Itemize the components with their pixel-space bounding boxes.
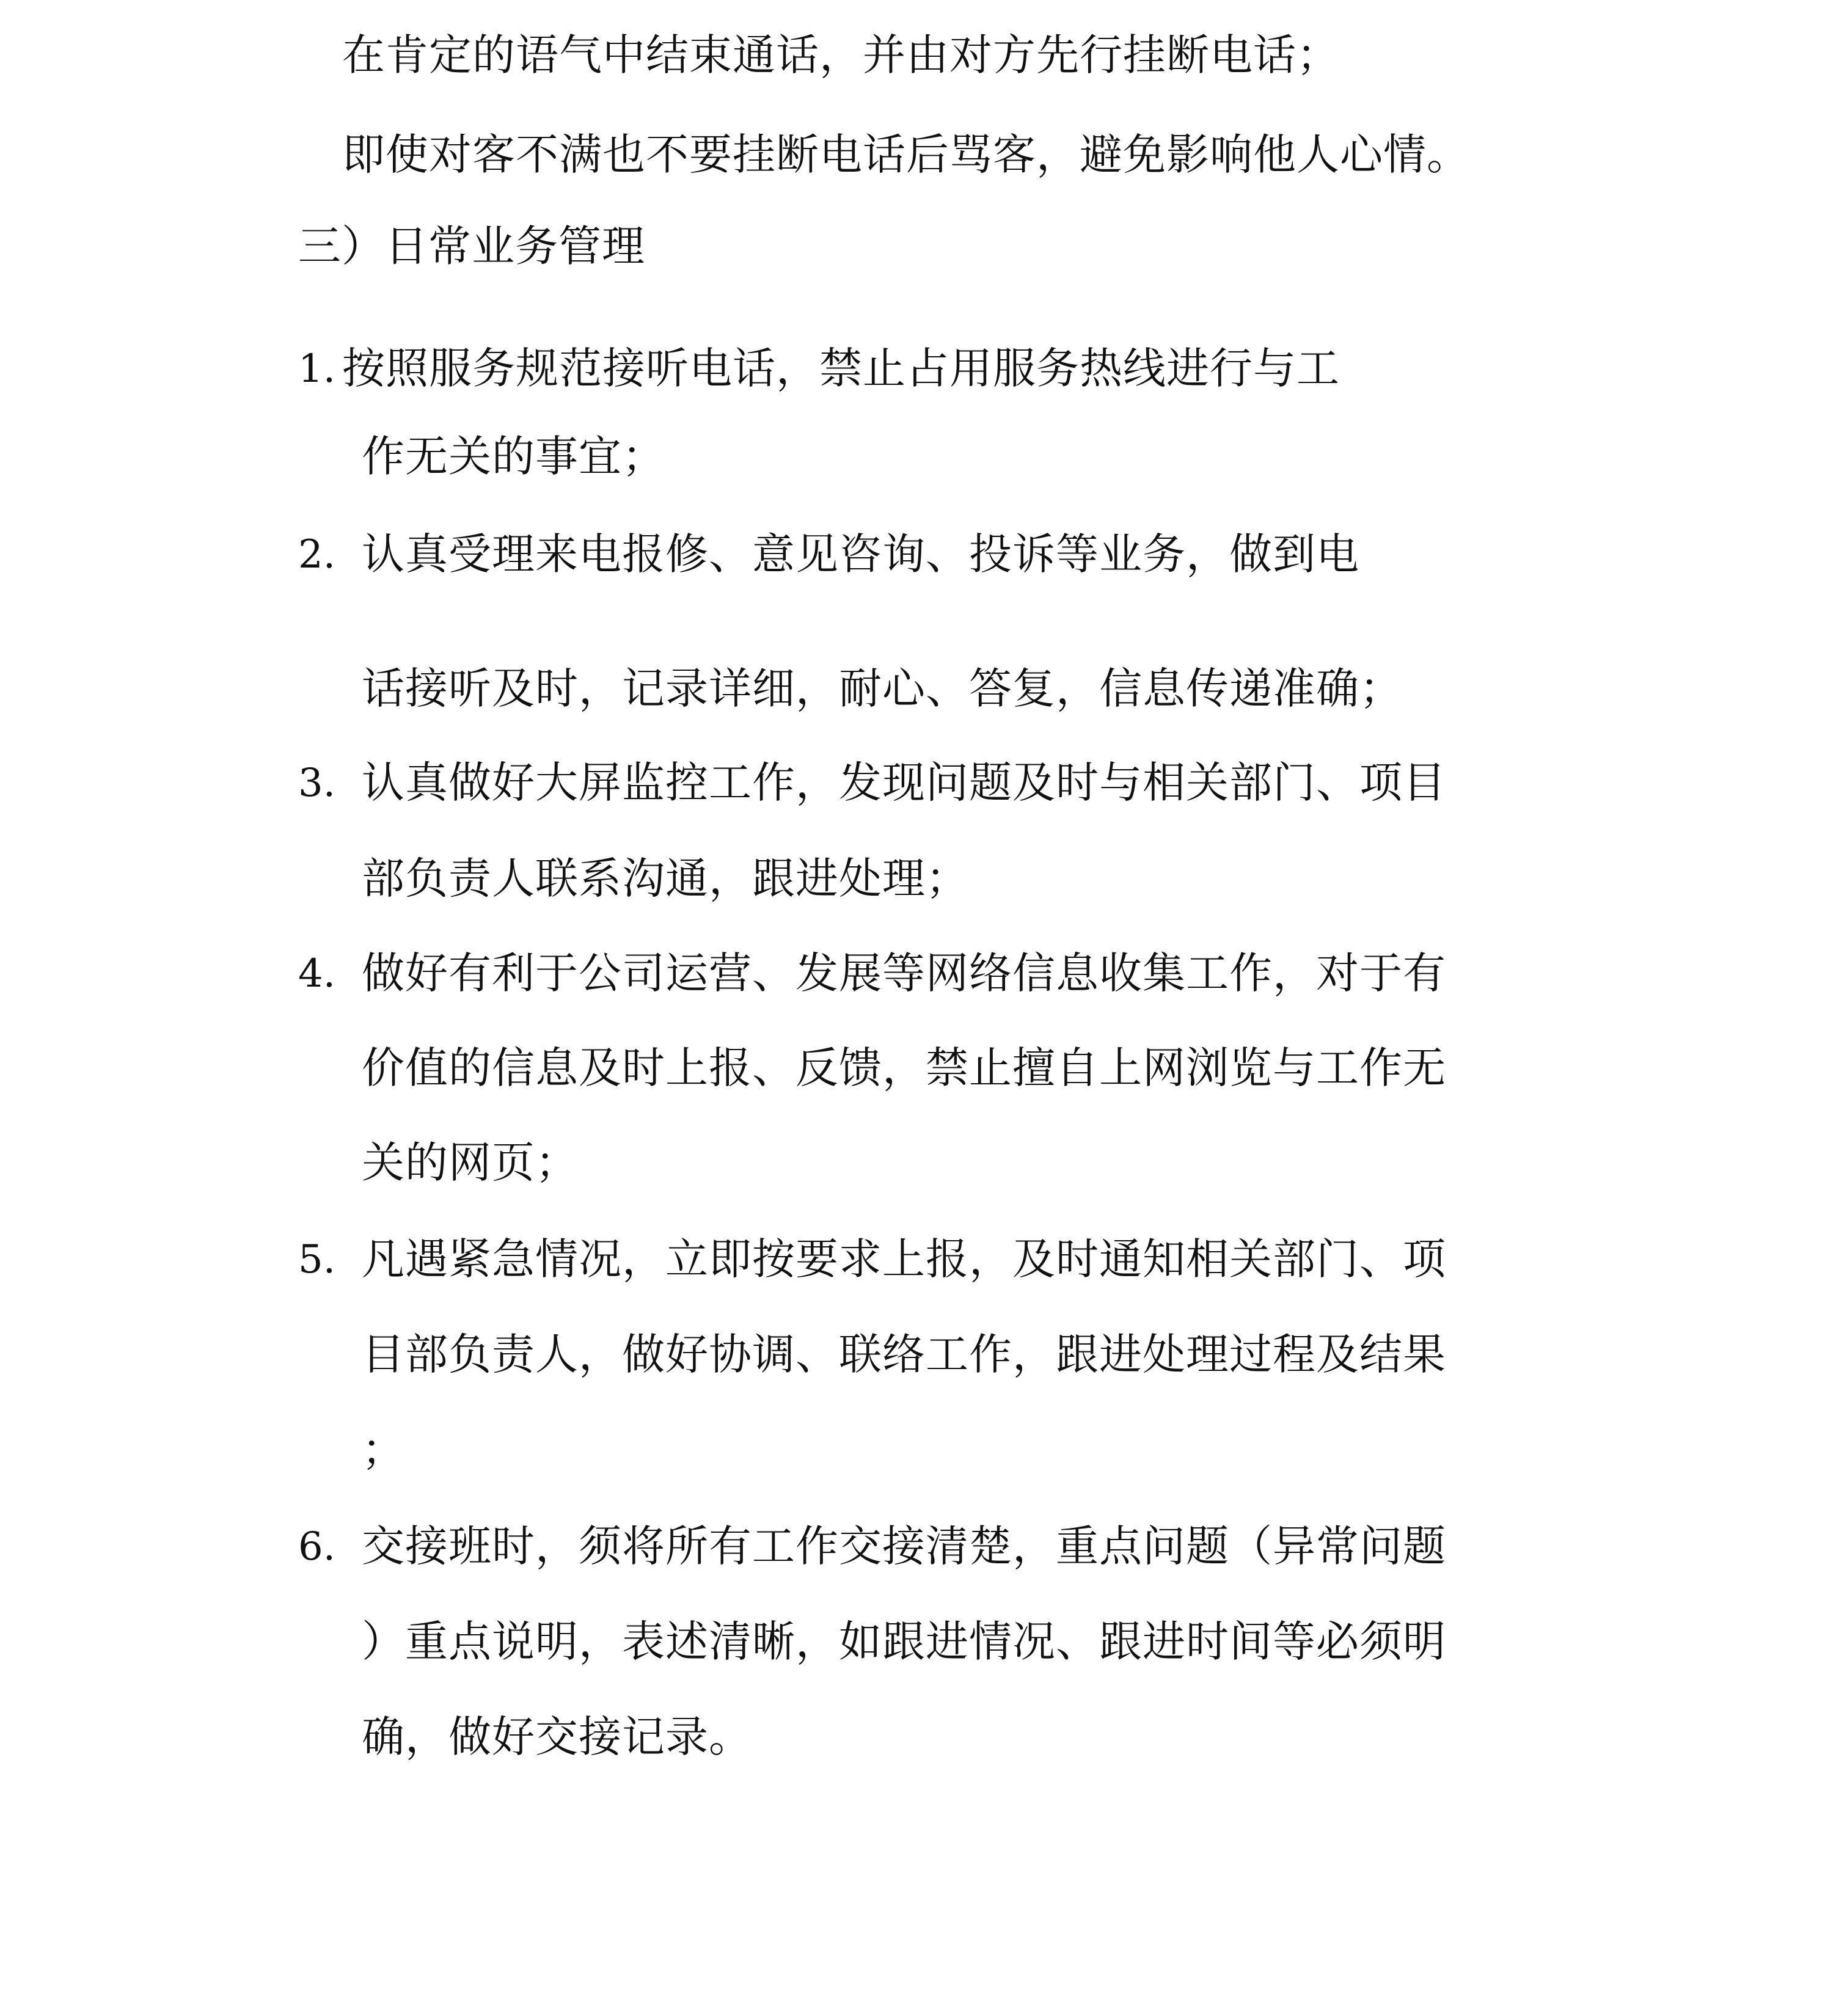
item-line: 认真做好大屏监控工作，发现问题及时与相关部门、项目 bbox=[362, 758, 1446, 808]
item-line: 做好有利于公司运营、发展等网络信息收集工作，对于有 bbox=[362, 948, 1446, 998]
item-line: 凡遇紧急情况，立即按要求上报，及时通知相关部门、项 bbox=[362, 1234, 1446, 1284]
item-line: 按照服务规范接听电话，禁止占用服务热线进行与工 bbox=[342, 343, 1340, 393]
item-number: 3. bbox=[298, 761, 336, 806]
item-line: 价值的信息及时上报、反馈，禁止擅自上网浏览与工作无 bbox=[362, 1043, 1446, 1093]
item-line: 目部负责人，做好协调、联络工作，跟进处理过程及结果 bbox=[362, 1329, 1446, 1379]
item-line: 部负责人联系沟通，跟进处理； bbox=[362, 853, 969, 904]
item-line: ）重点说明，表述清晰，如跟进情况、跟进时间等必须明 bbox=[362, 1616, 1446, 1667]
item-line: 作无关的事宜； bbox=[362, 431, 665, 481]
intro-line: 即使对客不满也不要挂断电话后骂客，避免影响他人心情。 bbox=[342, 130, 1470, 180]
item-line: 话接听及时，记录详细，耐心、答复，信息传递准确； bbox=[362, 663, 1403, 714]
item-number: 1. bbox=[298, 346, 336, 392]
item-number: 2. bbox=[298, 532, 336, 577]
item-line: 确，做好交接记录。 bbox=[362, 1712, 752, 1762]
item-line: ； bbox=[362, 1425, 405, 1475]
item-line: 认真受理来电报修、意见咨询、投诉等业务，做到电 bbox=[362, 529, 1359, 579]
section-heading: 三）日常业务管理 bbox=[298, 221, 645, 271]
item-number: 4. bbox=[298, 951, 336, 996]
item-line: 交接班时，须将所有工作交接清楚，重点问题（异常问题 bbox=[362, 1521, 1446, 1571]
item-number: 6. bbox=[298, 1524, 336, 1569]
item-line: 关的网页； bbox=[362, 1138, 579, 1188]
item-number: 5. bbox=[298, 1237, 336, 1282]
intro-line: 在肯定的语气中结束通话，并由对方先行挂断电话； bbox=[342, 30, 1340, 80]
